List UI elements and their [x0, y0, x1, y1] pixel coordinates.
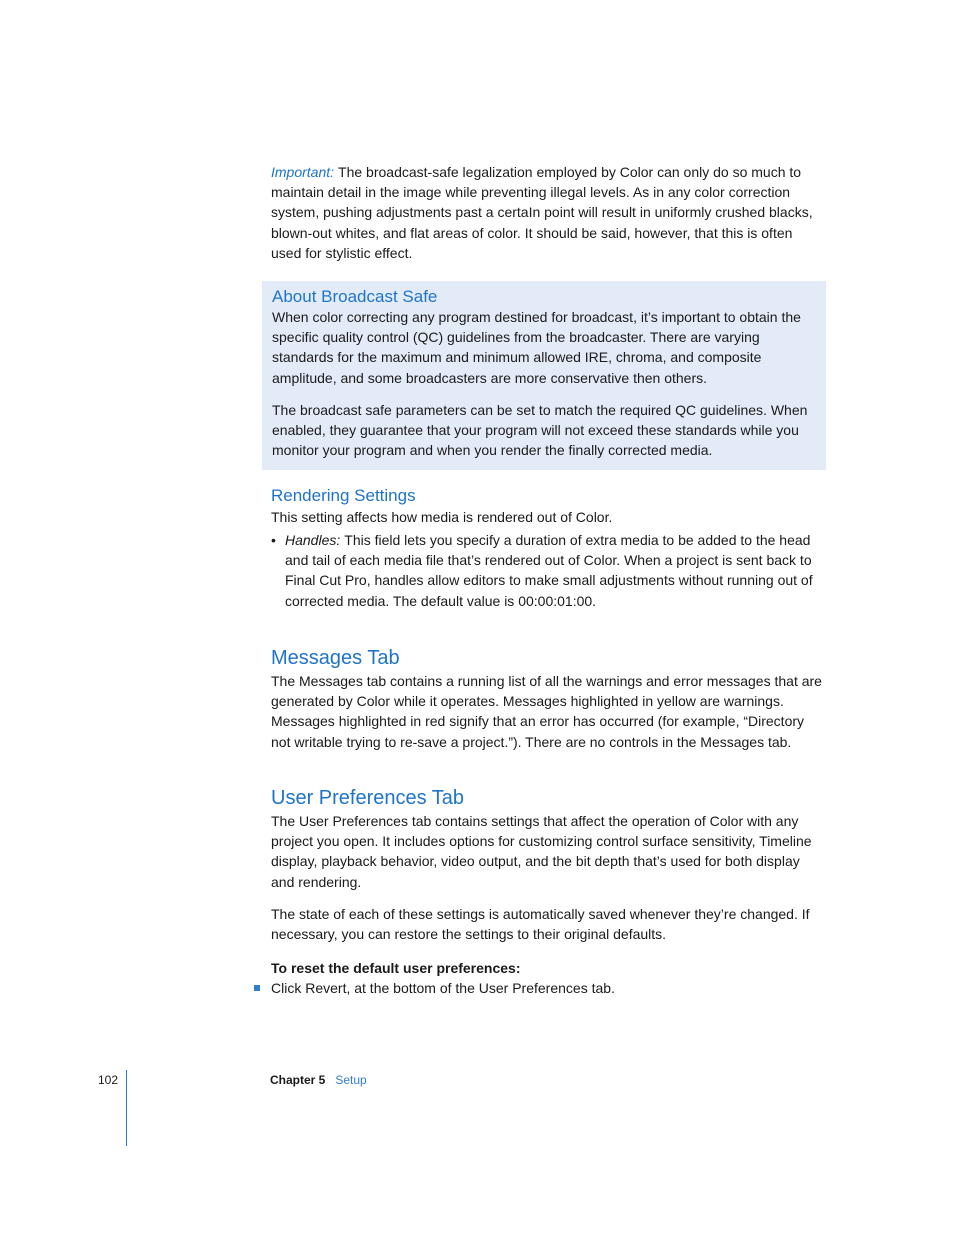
section-name: Setup: [335, 1073, 367, 1087]
handles-term: Handles:: [285, 532, 341, 548]
messages-tab-heading: Messages Tab: [271, 647, 400, 669]
footer-divider: [126, 1070, 127, 1146]
important-text: The broadcast-safe legalization employed by Color can only do so much to maintain detail in the image while preventing illegal levels. As in any color correction system, pushing adjustments past a certaIn point will result in uniformly crushed blacks, blown-out whites, and flat areas of color. It should be said, however, that this is often used for stylistic effect.: [271, 164, 813, 261]
handles-text: This field lets you specify a duration of extra media to be added to the head and tail of each media file that’s rendered out of Color. When a project is sent back to Final Cut Pro, handles allow editors to make small adjustments without running out of corrected media. The default value is 00:00:01:00.: [285, 532, 813, 609]
rendering-intro: This setting affects how media is rendered out of Color.: [271, 509, 613, 525]
sidebar-paragraph: The broadcast safe parameters can be set to match the required QC guidelines. When enabled, they guarantee that your program will not exceed these standards while you monitor your program and when you render the finally corrected media.: [272, 402, 808, 459]
user-preferences-tab-heading: User Preferences Tab: [271, 787, 465, 809]
messages-paragraph: The Messages tab contains a running list of all the warnings and error messages that are generated by Color while it operates. Messages highlighted in yellow are warnings. Messages highlighted in red signify that an error has occurred (for example, “Directory not writable trying to re-save a project.”). There are no controls in the Messages tab.: [271, 673, 822, 750]
about-broadcast-safe-sidebar: [262, 281, 826, 470]
step-text: Click Revert, at the bottom of the User Preferences tab.: [271, 980, 615, 996]
footer-chapter: [270, 1072, 367, 1088]
important-note: [271, 162, 823, 263]
procedure-heading: To reset the default user preferences:: [271, 960, 521, 976]
important-label: Important:: [271, 164, 335, 180]
page-number: 102: [98, 1073, 119, 1087]
user-preferences-paragraph: The User Preferences tab contains settings that affect the operation of Color with any project you open. It includes options for customizing control surface sensitivity, Timeline display, playback behavior, video output, and the bit depth that’s used for both display and rendering.: [271, 813, 812, 890]
handles-description: [285, 530, 823, 611]
sidebar-paragraph: When color correcting any program destined for broadcast, it’s important to obtain the specific quality control (QC) guidelines from the broadcaster. There are varying standards for the maximum and minimum allowed IRE, chroma, and composite amplitude, and some broadcasters are more conservative then others.: [272, 309, 801, 386]
bullet-icon: •: [271, 532, 276, 548]
rendering-settings-heading: Rendering Settings: [271, 486, 416, 505]
sidebar-title: About Broadcast Safe: [272, 287, 438, 306]
square-bullet-icon: [254, 985, 260, 991]
user-preferences-paragraph: The state of each of these settings is automatically saved whenever they’re changed. If necessary, you can restore the settings to their original defaults.: [271, 906, 810, 943]
chapter-label: Chapter 5: [270, 1073, 326, 1087]
